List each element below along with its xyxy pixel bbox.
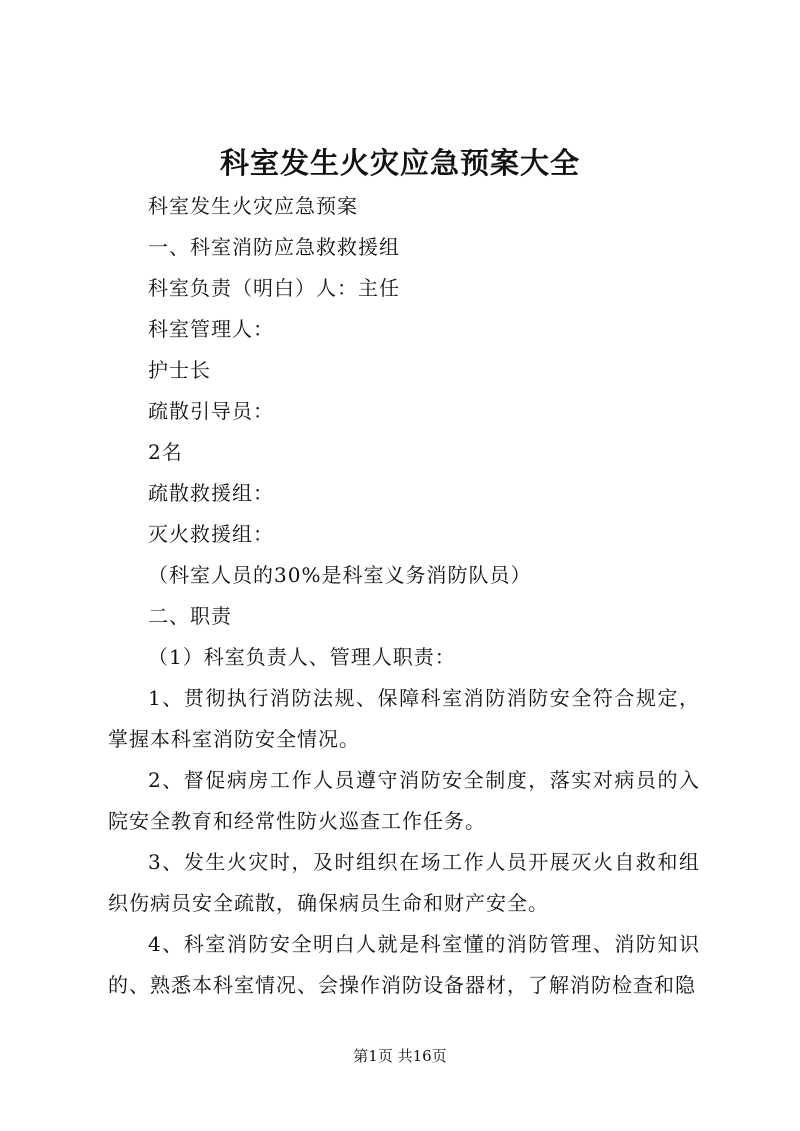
section-heading: 二、职责: [148, 604, 232, 628]
page-footer: 第1页 共16页: [353, 1047, 447, 1065]
subtitle-line: 科室发生火灾应急预案: [148, 194, 358, 218]
document-title: 科室发生火灾应急预案大全: [219, 146, 580, 180]
subsection-heading: （1）科室负责人、管理人职责：: [148, 645, 456, 669]
text-line: 灭火救援组：: [148, 522, 274, 546]
paragraph: 3、发生火灾时，及时组织在场工作人员开展灭火自救和组织伤病员安全疏散，确保病员生命和财产安全。: [108, 850, 700, 915]
paragraph: 2、督促病房工作人员遵守消防安全制度，落实对病员的入院安全教育和经常性防火巡查工作任务。: [108, 768, 700, 833]
section-heading: 一、科室消防应急救救援组: [148, 235, 400, 259]
document-body: [108, 186, 700, 1006]
paragraph: 4、科室消防安全明白人就是科室懂的消防管理、消防知识的、熟悉本科室情况、会操作消防设备器材，了解消防检查和隐: [108, 932, 700, 997]
text-line: 护士长: [148, 358, 211, 382]
paragraph: 1、贯彻执行消防法规、保障科室消防消防安全符合规定，掌握本科室消防安全情况。: [108, 686, 700, 751]
text-line: 2名: [148, 440, 183, 464]
text-line: 疏散引导员：: [148, 399, 274, 423]
text-line: 科室负责（明白）人：主任: [148, 276, 400, 300]
text-line: 疏散救援组：: [148, 481, 274, 505]
text-line: （科室人员的30%是科室义务消防队员）: [148, 563, 532, 587]
text-line: 科室管理人：: [148, 317, 274, 341]
